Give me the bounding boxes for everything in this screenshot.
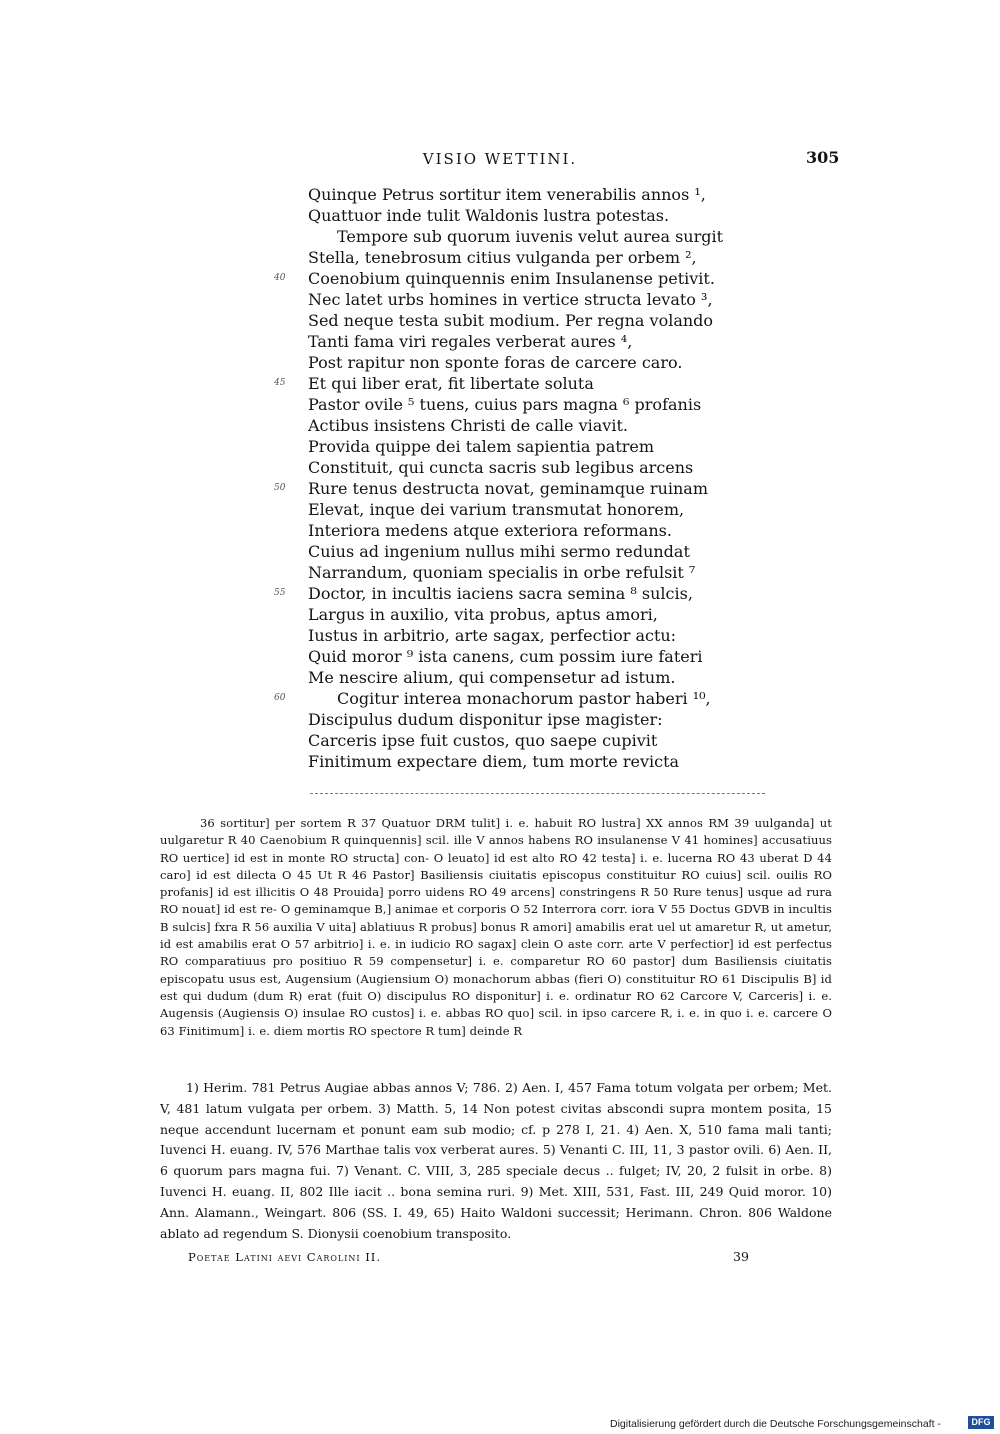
verse-text: Me nescire alium, qui compensetur ad istum. bbox=[308, 668, 676, 687]
verse-text: Nec latet urbs homines in vertice structa levato ³, bbox=[308, 290, 713, 309]
verse-line bbox=[308, 184, 748, 205]
verse-text: Interiora medens atque exteriora reformans. bbox=[308, 521, 672, 540]
verse-line bbox=[308, 205, 748, 226]
verse-text: Narrandum, quoniam specialis in orbe refulsit ⁷ bbox=[308, 563, 696, 582]
poem-verses bbox=[274, 184, 748, 772]
verse-text: Constituit, qui cuncta sacris sub legibus arcens bbox=[308, 458, 694, 477]
verse-text: Pastor ovile ⁵ tuens, cuius pars magna ⁶ profanis bbox=[308, 395, 702, 414]
verse-line bbox=[308, 751, 748, 772]
verse-line bbox=[308, 541, 748, 562]
verse-line bbox=[308, 247, 748, 268]
verse-line bbox=[308, 289, 748, 310]
verse-line bbox=[308, 604, 748, 625]
separator-rule bbox=[310, 793, 765, 794]
verse-text: Et qui liber erat, fit libertate soluta bbox=[308, 374, 594, 393]
source-notes bbox=[160, 1078, 832, 1244]
verse-line bbox=[308, 226, 748, 247]
verse-text: Tempore sub quorum iuvenis velut aurea surgit bbox=[337, 227, 724, 246]
page-number: 305 bbox=[806, 148, 840, 167]
verse-text: Doctor, in incultis iaciens sacra semina ⁸ sulcis, bbox=[308, 584, 693, 603]
verse-text: Cogitur interea monachorum pastor haberi ¹⁰, bbox=[337, 689, 711, 708]
apparatus-text: 36 sortitur] per sortem R 37 Quatuor DRM tulit] i. e. habuit RO lustra] XX annos RM 39 uulganda] ut uulgaretur R 40 Caenobium R quinquennis] scil. ille V annos habens RO insulanense V 41 homines] accusatiuus RO uertice] id est in monte RO structa] con- O leuato] id est alto RO 42 testa] i. e. lucerna RO 43 uberat D 44 caro] id est dilecta O 45 Ut R 46 Pastor] Basiliensis ciuitatis episcopus constituitur RO cuius] scil. ouilis RO profanis] id est illicitis O 48 Prouida] porro uidens RO 49 arcens] constringens R 50 Rure tenus] usque ad rura RO nouat] id est re- O geminamque B,] animae et corporis O 52 Interrora corr. iora V 55 Doctus GDVB in incultis B sulcis] fxra R 56 auxilia V uita] ablatiuus R probus] bonus R amori] amabilis erat uel ut amaretur R, ut ametur, id est amabilis erat O 57 arbitrio] i. e. in iudicio RO sagax] clein O aste corr. arte V perfectior] id est perfectus RO comparatiuus pro positiuo R 59 compensetur] i. e. comparetur RO 60 pastor] dum Basiliensis ciuitatis episcopatu usus est, Augensium (Augiensium O) monachorum abbas (fieri O) constituitur RO 61 Discipulis B] id est qui dudum (dum R) erat (fuit O) discipulus RO disponitur] i. e. ordinatur RO 62 Carcore V, Carceris] i. e. Augensis (Augiensis O) insulae RO custos] i. e. abbas RO quo] scil. in ipso carcere R, i. e. in quo i. e. carcere O 63 Finitimum] i. e. diem mortis RO spectore R tum] deinde R bbox=[160, 816, 832, 1038]
verse-line bbox=[274, 583, 748, 604]
signature-mark: Poetae Latini aevi Carolini II. bbox=[188, 1250, 381, 1264]
line-number: 40 bbox=[274, 273, 286, 283]
line-number: 55 bbox=[274, 588, 286, 598]
dfg-logo[interactable]: DFG bbox=[968, 1416, 994, 1429]
verse-text: Quattuor inde tulit Waldonis lustra potestas. bbox=[308, 206, 670, 225]
verse-text: Actibus insistens Christi de calle viavit. bbox=[308, 416, 628, 435]
line-number: 60 bbox=[274, 693, 286, 703]
verse-line bbox=[308, 520, 748, 541]
verse-text: Cuius ad ingenium nullus mihi sermo redundat bbox=[308, 542, 690, 561]
verse-text: Post rapitur non sponte foras de carcere caro. bbox=[308, 353, 683, 372]
verse-line bbox=[308, 331, 748, 352]
verse-text: Provida quippe dei talem sapientia patrem bbox=[308, 437, 655, 456]
verse-line bbox=[308, 415, 748, 436]
verse-line bbox=[308, 646, 748, 667]
verse-text: Elevat, inque dei varium transmutat honorem, bbox=[308, 500, 685, 519]
verse-line bbox=[308, 310, 748, 331]
verse-line bbox=[308, 667, 748, 688]
verse-text: Quinque Petrus sortitur item venerabilis annos ¹, bbox=[308, 185, 706, 204]
verse-line bbox=[308, 625, 748, 646]
notes-text: 1) Herim. 781 Petrus Augiae abbas annos V; 786. 2) Aen. I, 457 Fama totum volgata per orbem; Met. V, 481 latum vulgata per orbem. 3) Matth. 5, 14 Non potest civitas abscondi supra montem posita, 15 neque accendunt lucernam et ponunt eam sub modio; cf. p 278 I, 21. 4) Aen. X, 510 fama mali tanti; Iuvenci H. euang. IV, 576 Marthae talis vox verberat aures. 5) Venanti C. III, 11, 3 pastor ovili. 6) Aen. II, 6 quorum pars magna fui. 7) Venant. C. VIII, 3, 285 speciale decus .. fulget; IV, 20, 2 fulsit in orbe. 8) Iuvenci H. euang. II, 802 Ille iacit .. bona semina ruri. 9) Met. XIII, 531, Fast. III, 249 Quid moror. 10) Ann. Alamann., Weingart. 806 (SS. I. 49, 65) Haito Waldoni successit; Herimann. Chron. 806 Waldone ablato ad regendum S. Dionysii coenobium transposito. bbox=[160, 1080, 832, 1241]
verse-text: Rure tenus destructa novat, geminamque ruinam bbox=[308, 479, 708, 498]
verse-line bbox=[274, 268, 748, 289]
verse-text: Discipulus dudum disponitur ipse magister: bbox=[308, 710, 663, 729]
verse-line bbox=[308, 709, 748, 730]
verse-line bbox=[274, 688, 748, 709]
verse-text: Carceris ipse fuit custos, quo saepe cupivit bbox=[308, 731, 658, 750]
verse-line bbox=[308, 352, 748, 373]
verse-text: Finitimum expectare diem, tum morte revicta bbox=[308, 752, 680, 771]
verse-line bbox=[308, 394, 748, 415]
verse-text: Quid moror ⁹ ista canens, cum possim iure fateri bbox=[308, 647, 703, 666]
line-number: 45 bbox=[274, 378, 286, 388]
verse-line bbox=[308, 457, 748, 478]
verse-text: Coenobium quinquennis enim Insulanense petivit. bbox=[308, 269, 715, 288]
signature-number: 39 bbox=[733, 1249, 749, 1264]
verse-line bbox=[274, 373, 748, 394]
verse-text: Tanti fama viri regales verberat aures ⁴, bbox=[308, 332, 633, 351]
verse-line bbox=[308, 499, 748, 520]
running-title: VISIO WETTINI. bbox=[422, 150, 578, 168]
verse-line bbox=[308, 436, 748, 457]
verse-line bbox=[308, 562, 748, 583]
verse-line bbox=[274, 478, 748, 499]
verse-text: Iustus in arbitrio, arte sagax, perfectior actu: bbox=[308, 626, 677, 645]
verse-text: Largus in auxilio, vita probus, aptus amori, bbox=[308, 605, 658, 624]
verse-text: Stella, tenebrosum citius vulganda per orbem ², bbox=[308, 248, 697, 267]
verse-text: Sed neque testa subit modium. Per regna volando bbox=[308, 311, 714, 330]
verse-line bbox=[308, 730, 748, 751]
line-number: 50 bbox=[274, 483, 286, 493]
critical-apparatus bbox=[160, 815, 832, 1040]
digitization-credit: Digitalisierung gefördert durch die Deutsche Forschungsgemeinschaft - bbox=[610, 1418, 941, 1430]
